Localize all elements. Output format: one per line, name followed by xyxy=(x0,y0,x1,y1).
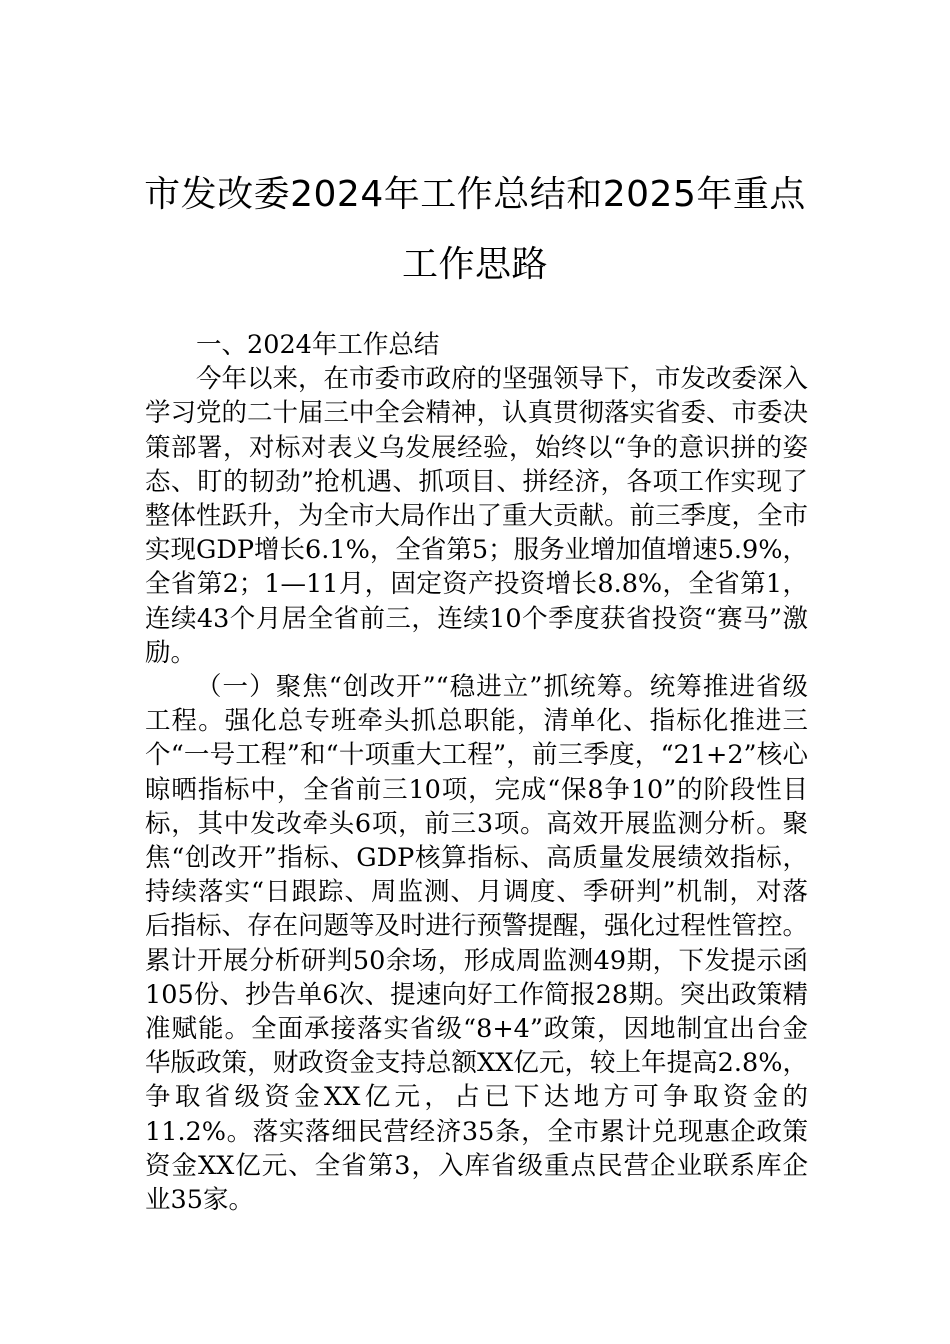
document-body xyxy=(145,328,808,1217)
paragraph-intro: 今年以来，在市委市政府的坚强领导下，市发改委深入学习党的二十届三中全会精神，认真贯彻落实省委、市委决策部署，对标对表义乌发展经验，始终以“争的意识拼的姿态、盯的韧劲”抢机遇、抓项目、拼经济，各项工作实现了整体性跃升，为全市大局作出了重大贡献。前三季度，全市实现GDP增长6.1%，全省第5；服务业增加值增速5.9%，全省第2；1—11月，固定资产投资增长8.8%，全省第1，连续43个月居全省前三，连续10个季度获省投资“赛马”激励。 xyxy=(145,364,809,668)
document-title: 市发改委2024年工作总结和2025年重点工作思路 xyxy=(144,174,806,285)
paragraph-section-one: （一）聚焦“创改开”“稳进立”抓统筹。统筹推进省级工程。强化总专班牵头抓总职能，清单化、指标化推进三个“一号工程”和“十项重大工程”，前三季度，“21+2”核心晾晒指标中，全省前三10项，完成“保8争10”的阶段性目标，其中发改牵头6项，前三3项。高效开展监测分析。聚焦“创改开”指标、GDP核算指标、高质量发展绩效指标，持续落实“日跟踪、周监测、月调度、季研判”机制，对落后指标、存在问题等及时进行预警提醒，强化过程性管控。累计开展分析研判50余场，形成周监测49期，下发提示函105份、抄告单6次、提速向好工作简报28期。突出政策精准赋能。全面承接落实省级“8+4”政策，因地制宜出台金华版政策，财政资金支持总额XX亿元，较上年提高2.8%，争取省级资金XX亿元，占已下达地方可争取资金的11.2%。落实落细民营经济35条，全市累计兑现惠企政策资金XX亿元、全省第3，入库省级重点民营企业联系库企业35家。 xyxy=(145,672,809,1216)
section-heading: 一、2024年工作总结 xyxy=(196,330,440,360)
